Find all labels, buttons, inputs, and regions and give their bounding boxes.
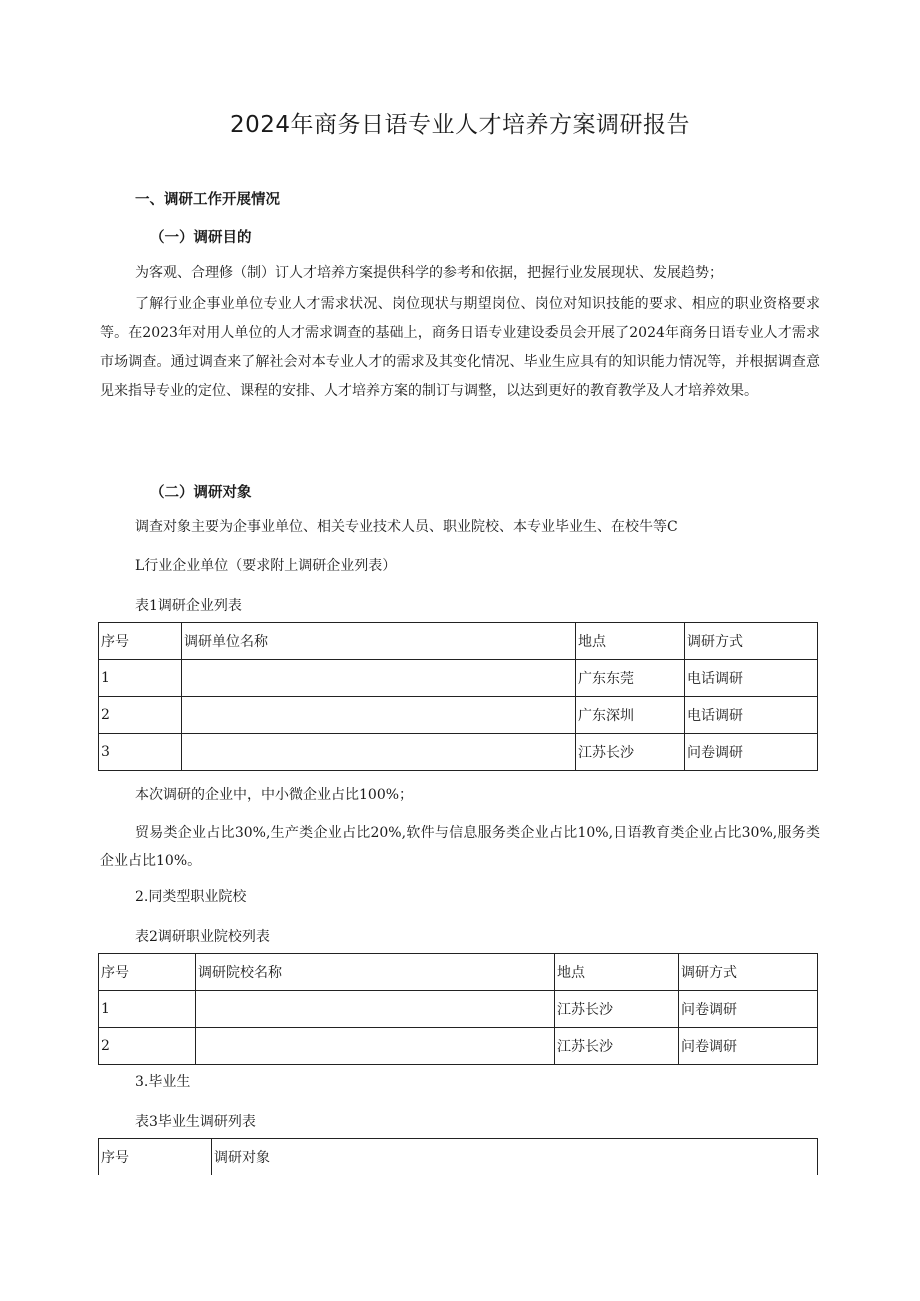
subsection-heading-targets: （二）调研对象 — [150, 485, 252, 501]
table-cell: 广东深圳 — [576, 697, 685, 734]
table-cell: 2 — [99, 697, 182, 734]
table-row — [99, 660, 818, 697]
table3-caption: 表3毕业生调研列表 — [135, 1114, 256, 1130]
table1-caption: 表1调研企业列表 — [135, 598, 242, 614]
table-cell — [182, 660, 576, 697]
table-row — [99, 1028, 818, 1065]
industry-share-paragraph: 贸易类企业占比30%,生产类企业占比20%,软件与信息服务类企业占比10%,日语教育类企业占比30%,服务类企业占比10%。 — [100, 825, 820, 869]
table-cell: 问卷调研 — [679, 991, 818, 1028]
table-cell: 江苏长沙 — [555, 1028, 679, 1065]
table-cell: 问卷调研 — [679, 1028, 818, 1065]
table-header-cell: 序号 — [99, 954, 196, 991]
purpose-paragraph-1: 为客观、合理修（制）订人才培养方案提供科学的参考和依据，把握行业发展现状、发展趋势； — [135, 265, 723, 281]
college-survey-table — [98, 953, 818, 1065]
table-header-cell: 序号 — [99, 623, 182, 660]
section-heading-1: 一、调研工作开展情况 — [135, 192, 280, 208]
table2-caption: 表2调研职业院校列表 — [135, 929, 270, 945]
table-header-cell: 地点 — [576, 623, 685, 660]
table-cell — [182, 697, 576, 734]
table-cell — [196, 1028, 555, 1065]
list-item-graduates: 3.毕业生 — [135, 1074, 191, 1090]
table-row — [99, 991, 818, 1028]
table-cell: 问卷调研 — [685, 734, 818, 771]
table-cell: 2 — [99, 1028, 196, 1065]
list-item-colleges: 2.同类型职业院校 — [135, 889, 247, 905]
table-header-row — [99, 954, 818, 991]
table-cell: 广东东莞 — [576, 660, 685, 697]
table-header-cell: 地点 — [555, 954, 679, 991]
table-cell: 1 — [99, 991, 196, 1028]
table-cell: 1 — [99, 660, 182, 697]
table-cell: 江苏长沙 — [576, 734, 685, 771]
document-title: 2024年商务日语专业人才培养方案调研报告 — [229, 112, 691, 138]
table-row — [99, 734, 818, 771]
table-header-cell: 调研方式 — [685, 623, 818, 660]
table-header-cell: 调研院校名称 — [196, 954, 555, 991]
subsection-heading-purpose: （一）调研目的 — [150, 230, 252, 246]
targets-paragraph: 调查对象主要为企事业单位、相关专业技术人员、职业院校、本专业毕业生、在校牛等C — [135, 519, 678, 535]
table-cell: 3 — [99, 734, 182, 771]
table-row — [99, 697, 818, 734]
table-cell: 江苏长沙 — [555, 991, 679, 1028]
table-header-cell: 调研对象 — [212, 1139, 818, 1176]
enterprise-survey-table — [98, 622, 818, 771]
table-cell: 电话调研 — [685, 697, 818, 734]
table-header-row — [99, 623, 818, 660]
table-cell — [196, 991, 555, 1028]
graduate-survey-table — [98, 1138, 818, 1175]
purpose-paragraph-2: 了解行业企事业单位专业人才需求状况、岗位现状与期望岗位、岗位对知识技能的要求、相应的职业资格要求等。在2023年对用人单位的人才需求调查的基础上，商务日语专业建设委员会开展了2024年商务日语专业人才需求市场调查。通过调查来了解社会对本专业人才的需求及其变化情况、毕业生应具有的知识能力情况等，并根据调查意见来指导专业的定位、课程的安排、人才培养方案的制订与调整，以达到更好的教育教学及人才培养效果。 — [100, 296, 820, 399]
table-header-row — [99, 1139, 818, 1176]
table-header-cell: 调研方式 — [679, 954, 818, 991]
list-item-enterprises: L行业企业单位（要求附上调研企业列表） — [135, 558, 397, 574]
table-cell — [182, 734, 576, 771]
table-header-cell: 序号 — [99, 1139, 212, 1176]
table-cell: 电话调研 — [685, 660, 818, 697]
sme-share-paragraph: 本次调研的企业中，中小微企业占比100%； — [135, 787, 414, 803]
table-header-cell: 调研单位名称 — [182, 623, 576, 660]
